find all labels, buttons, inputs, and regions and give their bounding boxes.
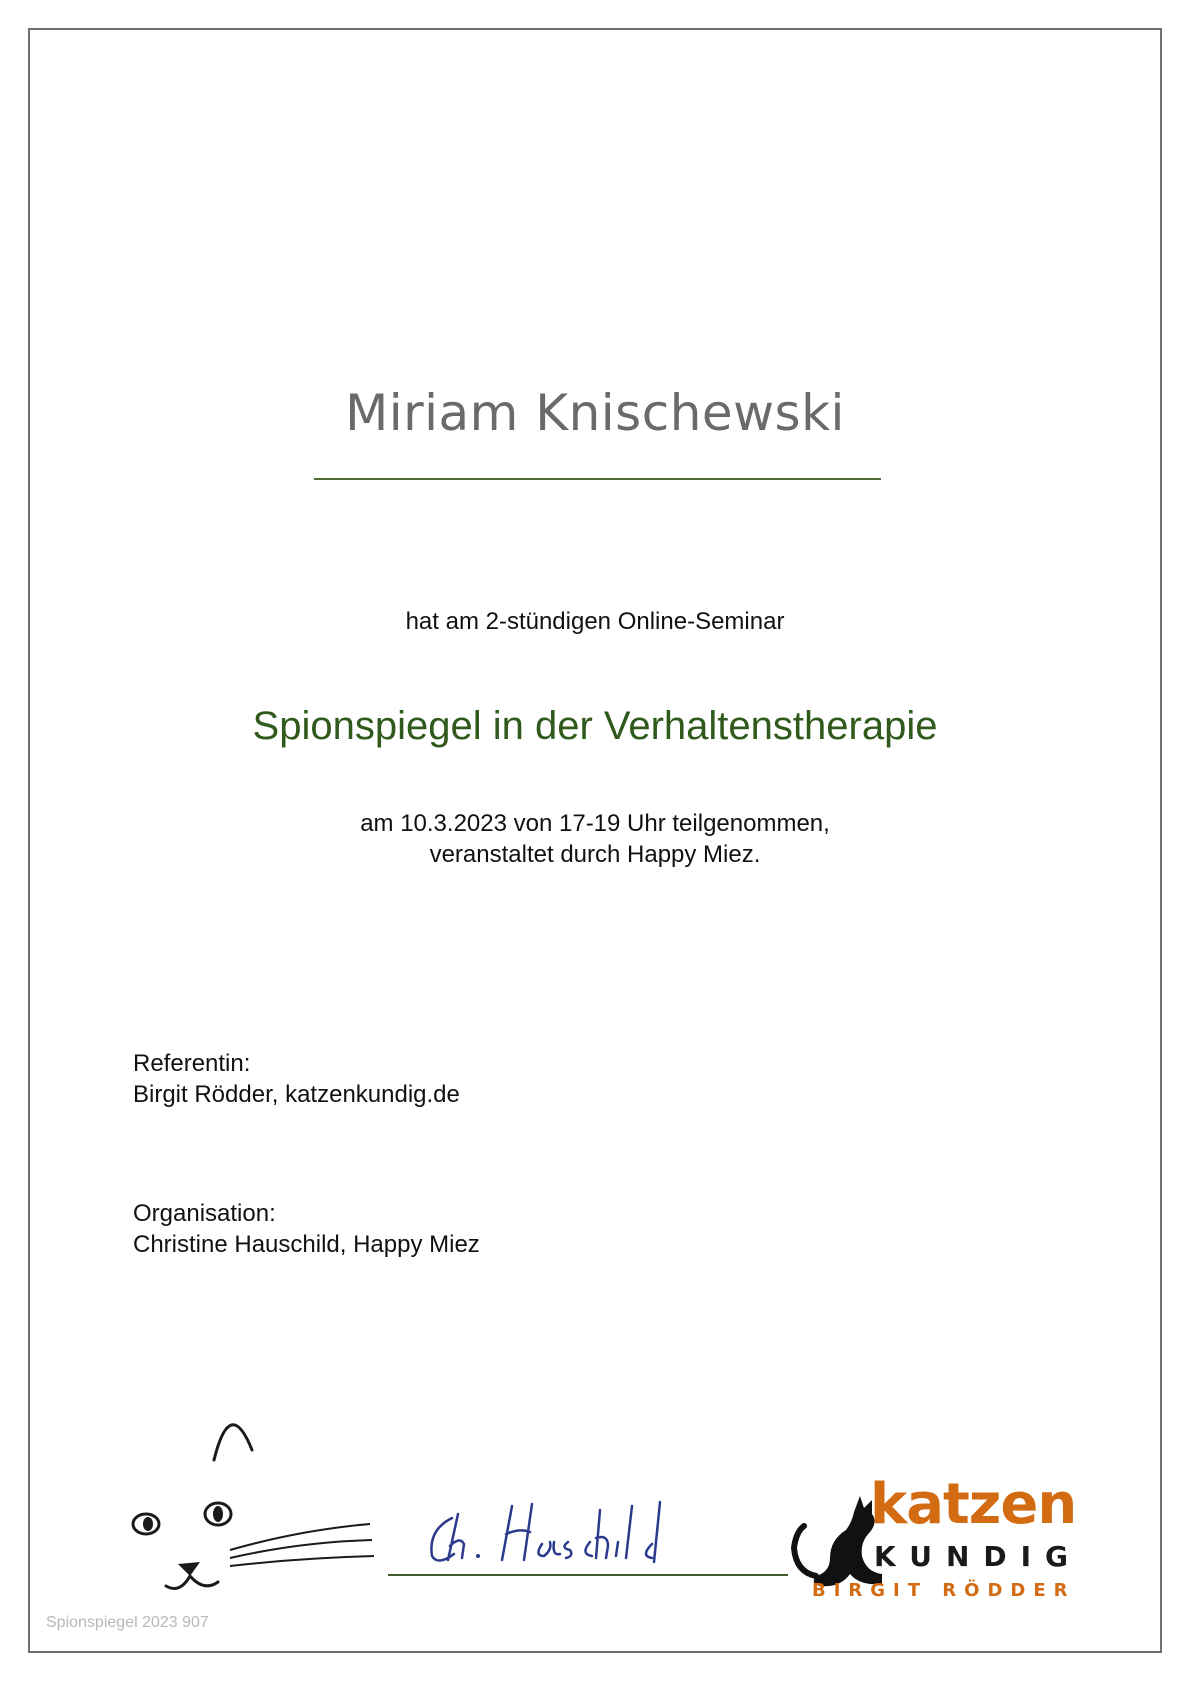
details-line-1: am 10.3.2023 von 17-19 Uhr teilgenommen, [360,810,830,837]
intro-text: hat am 2-stündigen Online-Seminar [405,608,785,635]
logo-text-name: BIRGIT RÖDDER [812,1580,1076,1601]
organisation-label: Organisation: [133,1200,276,1227]
seminar-details [0,808,1190,870]
seminar-title: Spionspiegel in der Verhaltenstherapie [252,704,938,748]
referent-value: Birgit Rödder, katzenkundig.de [133,1081,460,1108]
name-underline [314,478,881,480]
referent-block [133,1048,460,1110]
logo-text-kundig: KUNDIG [874,1540,1083,1573]
logo-text-katzen: katzen [870,1472,1077,1537]
organisation-value: Christine Hauschild, Happy Miez [133,1231,480,1258]
signature [420,1488,680,1578]
organisation-block [133,1198,480,1260]
signature-line [388,1574,788,1576]
footer-code: Spionspiegel 2023 907 [46,1614,209,1631]
recipient-name: Miriam Knischewski [345,384,845,442]
cat-face-drawing [120,1400,390,1610]
details-line-2: veranstaltet durch Happy Miez. [429,841,761,868]
referent-label: Referentin: [133,1050,251,1077]
katzenkundig-logo [790,1472,1083,1608]
